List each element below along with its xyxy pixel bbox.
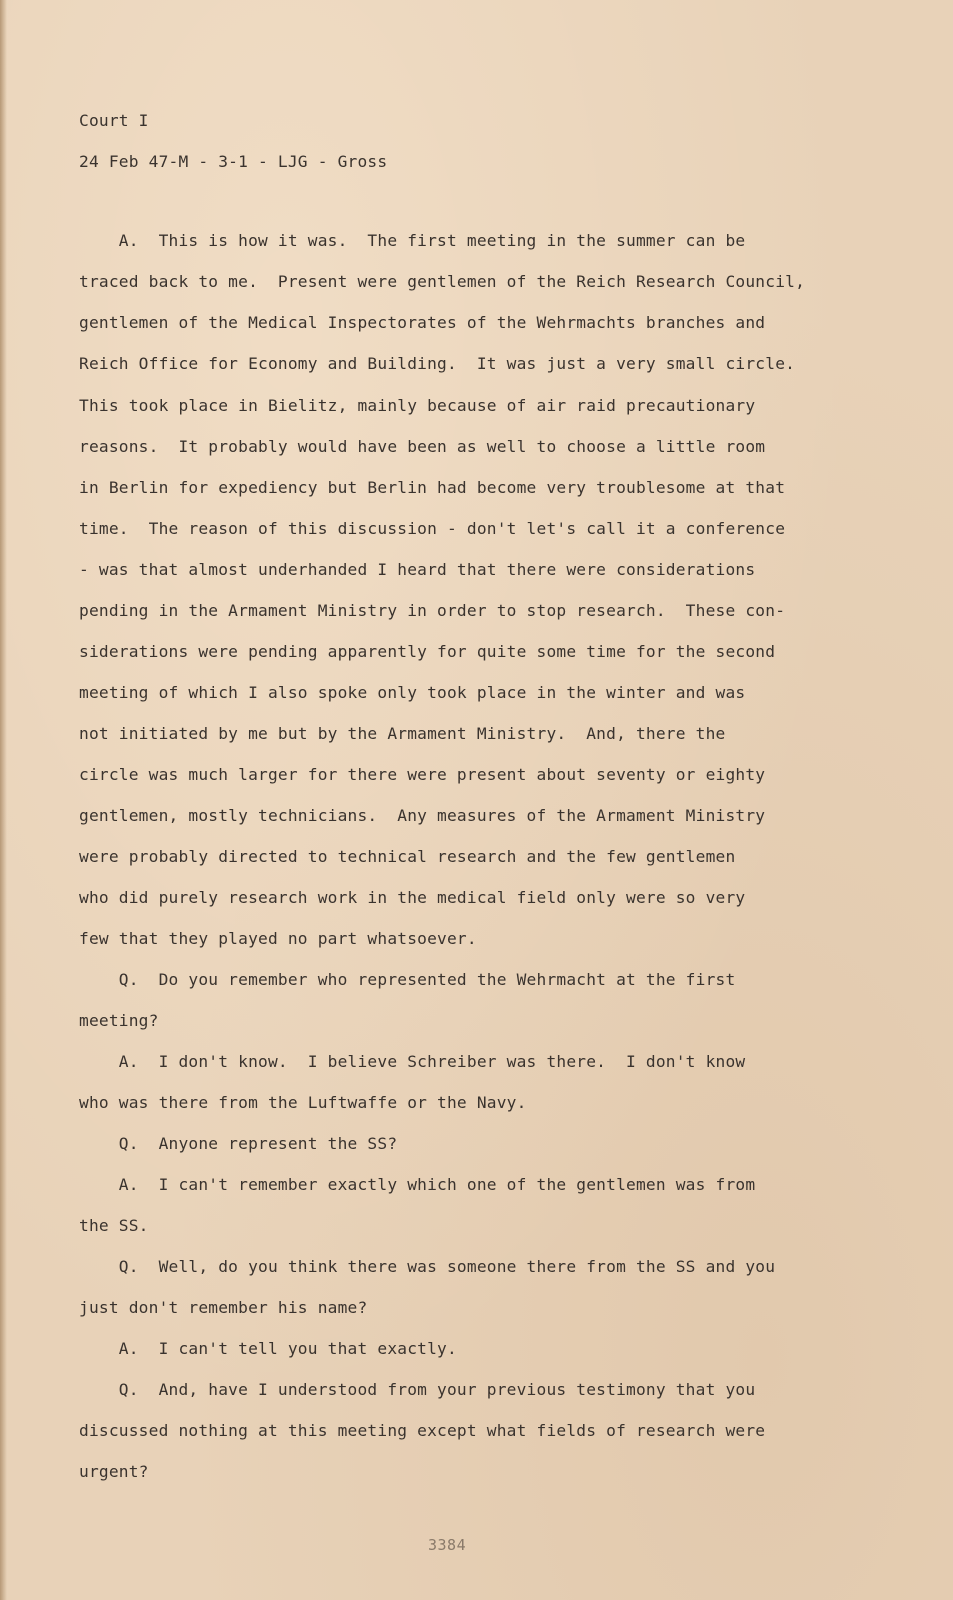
text-line: in Berlin for expediency but Berlin had become very troublesome at that xyxy=(79,478,786,497)
text-line: Q. Well, do you think there was someone there from the SS and you xyxy=(79,1257,776,1276)
text-line: time. The reason of this discussion - don't let's call it a conference xyxy=(79,519,786,538)
text-line: siderations were pending apparently for quite some time for the second xyxy=(79,642,776,661)
text-line: were probably directed to technical research and the few gentlemen xyxy=(79,847,736,866)
text-line: gentlemen of the Medical Inspectorates of the Wehrmachts branches and xyxy=(79,313,766,332)
text-line: not initiated by me but by the Armament Ministry. And, there the xyxy=(79,724,726,743)
text-line: A. This is how it was. The first meeting in the summer can be xyxy=(79,231,746,250)
text-line: A. I can't remember exactly which one of the gentlemen was from xyxy=(79,1175,756,1194)
text-line: Q. And, have I understood from your previous testimony that you xyxy=(79,1380,756,1399)
text-line: just don't remember his name? xyxy=(79,1298,368,1317)
text-line: - was that almost underhanded I heard that there were considerations xyxy=(79,560,756,579)
text-line: Q. Anyone represent the SS? xyxy=(79,1134,398,1153)
text-line: A. I don't know. I believe Schreiber was there. I don't know xyxy=(79,1052,746,1071)
text-line: This took place in Bielitz, mainly because of air raid precautionary xyxy=(79,396,756,415)
text-line: Q. Do you remember who represented the Wehrmacht at the first xyxy=(79,970,736,989)
text-line: circle was much larger for there were present about seventy or eighty xyxy=(79,765,766,784)
text-line: Reich Office for Economy and Building. It was just a very small circle. xyxy=(79,354,796,373)
text-line: pending in the Armament Ministry in order to stop research. These con- xyxy=(79,601,786,620)
page-number: 3384 xyxy=(428,1536,467,1554)
text-line: who did purely research work in the medical field only were so very xyxy=(79,888,746,907)
text-line: gentlemen, mostly technicians. Any measures of the Armament Ministry xyxy=(79,806,766,825)
text-line: discussed nothing at this meeting except what fields of research were xyxy=(79,1421,766,1440)
text-line: who was there from the Luftwaffe or the Navy. xyxy=(79,1093,527,1112)
text-line: the SS. xyxy=(79,1216,149,1235)
court-heading: Court I xyxy=(79,111,149,130)
text-line: few that they played no part whatsoever. xyxy=(79,929,477,948)
text-line: traced back to me. Present were gentlemen of the Reich Research Council, xyxy=(79,272,806,291)
text-line: meeting? xyxy=(79,1011,159,1030)
text-line: urgent? xyxy=(79,1462,149,1481)
text-line: reasons. It probably would have been as well to choose a little room xyxy=(79,437,766,456)
text-line: meeting of which I also spoke only took place in the winter and was xyxy=(79,683,746,702)
text-line: A. I can't tell you that exactly. xyxy=(79,1339,457,1358)
session-heading: 24 Feb 47-M - 3-1 - LJG - Gross xyxy=(79,152,388,171)
